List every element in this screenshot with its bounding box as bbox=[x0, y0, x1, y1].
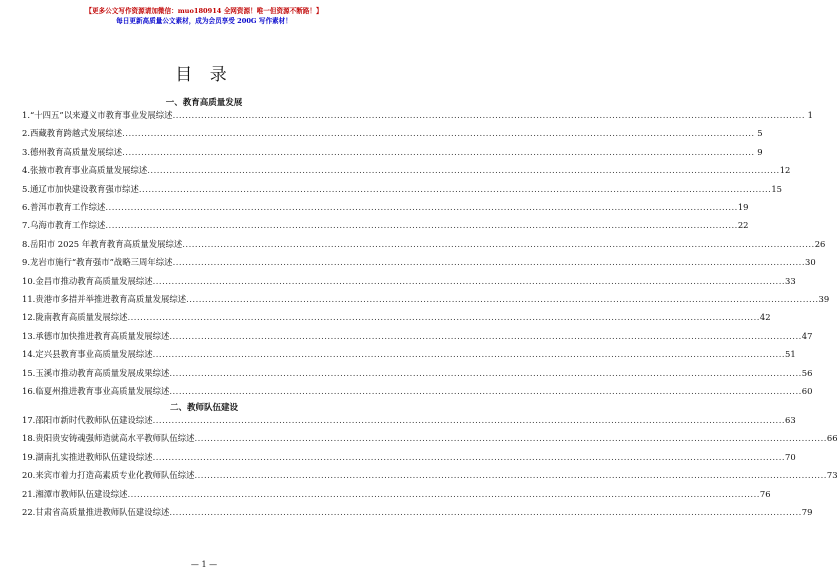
toc-entry-leader: ........................................................................................................................................................................................................ bbox=[172, 110, 805, 120]
toc-entry-title: 龙岩市施行“教育强市”战略三周年综述 bbox=[30, 257, 173, 268]
promo-line-2: 每日更新高质量公文素材，成为会员享受 200G 写作素材！ bbox=[116, 17, 292, 25]
toc-entry-page: 73 bbox=[826, 470, 838, 481]
toc-entry[interactable] bbox=[22, 235, 826, 250]
toc-entry-title: 岳阳市 2025 年教育教育高质量发展综述 bbox=[30, 238, 183, 249]
toc-entry-page: 60 bbox=[801, 386, 813, 396]
toc-entry-leader: ........................................................................................................................................................................................................ bbox=[105, 220, 738, 231]
toc-entry[interactable] bbox=[22, 364, 813, 379]
toc-entry-title: 贵港市多措并举推进教育高质量发展综述 bbox=[35, 294, 187, 304]
toc-entry-title: 邵阳市新时代教师队伍建设综述 bbox=[35, 415, 153, 425]
toc-entry-number: 4. bbox=[22, 165, 30, 176]
toc-entry-number: 7. bbox=[22, 220, 30, 231]
toc-entry-leader: ........................................................................................................................................................................................................ bbox=[169, 507, 802, 517]
toc-entry-title: “十四五”以来遵义市教育事业发展综述 bbox=[30, 110, 173, 120]
toc-entry-title: 通辽市加快建设教育强市综述 bbox=[30, 183, 139, 194]
toc-entry-page: 15 bbox=[771, 183, 782, 194]
toc-entry[interactable] bbox=[22, 290, 830, 305]
toc-entry-title: 陇南教育高质量发展综述 bbox=[35, 312, 128, 323]
toc-entry-title: 定兴县教育事业高质量发展综述 bbox=[35, 349, 153, 360]
toc-entry-leader: ........................................................................................................................................................................................................ bbox=[138, 183, 772, 194]
toc-entry-number: 11. bbox=[22, 294, 36, 304]
toc-entry-number: 12. bbox=[22, 312, 36, 323]
toc-entry-number: 5. bbox=[22, 183, 30, 194]
toc-entry-leader: ........................................................................................................................................................................................................ bbox=[122, 146, 755, 157]
toc-entry-leader: ........................................................................................................................................................................................................ bbox=[186, 294, 819, 304]
toc-entry-leader: ........................................................................................................................................................................................................ bbox=[169, 330, 802, 341]
toc-entry-page: 79 bbox=[801, 507, 813, 517]
toc-entry-leader: ........................................................................................................................................................................................................ bbox=[105, 202, 738, 212]
toc-entry-leader: ........................................................................................................................................................................................................ bbox=[152, 349, 786, 360]
toc-entry-leader: ........................................................................................................................................................................................................ bbox=[152, 415, 786, 425]
toc-entry-page: 9 bbox=[757, 146, 763, 157]
toc-entry-page: 30 bbox=[805, 257, 816, 268]
toc-entry-leader: ........................................................................................................................................................................................................ bbox=[127, 312, 760, 323]
toc-entry-title: 贵阳贵安铸魂强师造就高水平教师队伍综述 bbox=[35, 433, 195, 444]
promo-banner bbox=[0, 6, 408, 26]
toc-entry-number: 22. bbox=[22, 507, 36, 517]
toc-entry-number: 19. bbox=[22, 451, 36, 462]
toc-entry-title: 张掖市教育事业高质量发展综述 bbox=[30, 165, 148, 176]
page-number-footer: — 1 — bbox=[190, 560, 218, 569]
toc-entry[interactable] bbox=[22, 503, 813, 518]
toc-entry-page: 66 bbox=[826, 433, 838, 444]
toc-entry-leader: ........................................................................................................................................................................................................ bbox=[172, 257, 805, 268]
toc-entry-page: 5 bbox=[757, 128, 763, 139]
toc-entry[interactable] bbox=[22, 327, 813, 342]
toc-entry-leader: ........................................................................................................................................................................................................ bbox=[122, 128, 755, 139]
toc-entry[interactable] bbox=[22, 198, 749, 213]
toc-entry[interactable] bbox=[22, 308, 771, 323]
toc-entry-leader: ........................................................................................................................................................................................................ bbox=[169, 367, 802, 378]
toc-entry-leader: ........................................................................................................................................................................................................ bbox=[182, 238, 815, 249]
toc-entry-title: 金昌市推动教育高质量发展综述 bbox=[35, 275, 153, 286]
toc-entry-leader: ........................................................................................................................................................................................................ bbox=[194, 433, 827, 444]
toc-entry-page: 47 bbox=[801, 330, 813, 341]
section-heading-1: 一、教育高质量发展 bbox=[165, 98, 243, 108]
toc-entry-title: 普洱市教育工作综述 bbox=[30, 202, 106, 212]
toc-entry-number: 14. bbox=[22, 349, 36, 360]
toc-entry-page: 42 bbox=[759, 312, 771, 323]
toc-entry-leader: ........................................................................................................................................................................................................ bbox=[152, 451, 786, 462]
toc-entry-leader: ........................................................................................................................................................................................................ bbox=[152, 275, 786, 286]
promo-line-1: 【更多公文写作资源请加微信：muo180914 全网资源！唯一但资源不断路！】 bbox=[85, 7, 323, 15]
toc-entry-page: 19 bbox=[737, 202, 749, 212]
toc-entry-title: 玉溪市推动教育高质量发展成果综述 bbox=[35, 367, 170, 378]
toc-entry-page: 26 bbox=[814, 238, 826, 249]
toc-entry-title: 湘潭市教师队伍建设综述 bbox=[35, 488, 128, 499]
toc-entry[interactable] bbox=[22, 216, 749, 231]
toc-entry[interactable] bbox=[22, 106, 813, 121]
toc-entry-page: 12 bbox=[779, 165, 791, 176]
toc-entry[interactable] bbox=[22, 253, 816, 268]
toc-entry-number: 2. bbox=[22, 128, 30, 139]
toc-entry[interactable] bbox=[22, 161, 791, 176]
toc-entry-leader: ........................................................................................................................................................................................................ bbox=[147, 165, 780, 176]
toc-entry-number: 17. bbox=[22, 415, 36, 425]
toc-entry-page: 1 bbox=[807, 110, 813, 120]
toc-entry-leader: ........................................................................................................................................................................................................ bbox=[194, 470, 827, 481]
toc-entry-page: 63 bbox=[785, 415, 796, 425]
toc-entry-title: 承德市加快推进教育高质量发展综述 bbox=[35, 330, 170, 341]
toc-entry-number: 10. bbox=[22, 275, 36, 286]
toc-entry-number: 3. bbox=[22, 146, 30, 157]
toc-entry-page: 56 bbox=[801, 367, 813, 378]
toc-entry[interactable] bbox=[22, 382, 813, 397]
toc-entry-title: 来宾市着力打造高素质专业化教师队伍综述 bbox=[35, 470, 195, 481]
toc-entry-page: 70 bbox=[785, 451, 796, 462]
toc-entry-number: 6. bbox=[22, 202, 30, 212]
toc-entry-page: 22 bbox=[737, 220, 749, 231]
toc-entry-leader: ........................................................................................................................................................................................................ bbox=[127, 488, 760, 499]
toc-entry-number: 20. bbox=[22, 470, 36, 481]
toc-entry[interactable] bbox=[22, 466, 838, 481]
toc-entry[interactable] bbox=[22, 485, 771, 500]
toc-entry-title: 甘肃省高质量推进教师队伍建设综述 bbox=[35, 507, 170, 517]
toc-entry-page: 76 bbox=[759, 488, 771, 499]
toc-entry-title: 德州教育高质量发展综述 bbox=[30, 146, 123, 157]
toc-entry-number: 8. bbox=[22, 238, 30, 249]
toc-entry-number: 13. bbox=[22, 330, 36, 341]
toc-entry[interactable] bbox=[22, 448, 796, 463]
toc-entry-number: 18. bbox=[22, 433, 36, 444]
toc-entry[interactable] bbox=[22, 429, 838, 444]
toc-entry[interactable] bbox=[22, 143, 763, 158]
toc-entry[interactable] bbox=[22, 180, 782, 195]
page-title: 目 录 bbox=[175, 65, 233, 85]
toc-entry-number: 21. bbox=[22, 488, 36, 499]
section-heading-2: 二、教师队伍建设 bbox=[169, 403, 238, 413]
toc-entry[interactable] bbox=[22, 345, 796, 360]
toc-entry[interactable] bbox=[22, 124, 763, 139]
toc-entry-title: 临夏州推进教育事业高质量发展综述 bbox=[35, 386, 170, 396]
toc-entry-title: 乌海市教育工作综述 bbox=[30, 220, 106, 231]
toc-entry-title: 西藏教育跨越式发展综述 bbox=[30, 128, 123, 139]
toc-entry-number: 9. bbox=[22, 257, 30, 268]
toc-entry-number: 15. bbox=[22, 367, 36, 378]
toc-entry-page: 33 bbox=[785, 275, 796, 286]
toc-entry-number: 16. bbox=[22, 386, 36, 396]
toc-entry-number: 1. bbox=[22, 110, 30, 120]
toc-entry-leader: ........................................................................................................................................................................................................ bbox=[169, 386, 802, 396]
toc-entry-page: 51 bbox=[785, 349, 796, 360]
toc-entry[interactable] bbox=[22, 272, 796, 287]
toc-entry-title: 湖南扎实推进教师队伍建设综述 bbox=[35, 451, 153, 462]
toc-entry-page: 39 bbox=[818, 294, 830, 304]
toc-entry[interactable] bbox=[22, 411, 796, 426]
